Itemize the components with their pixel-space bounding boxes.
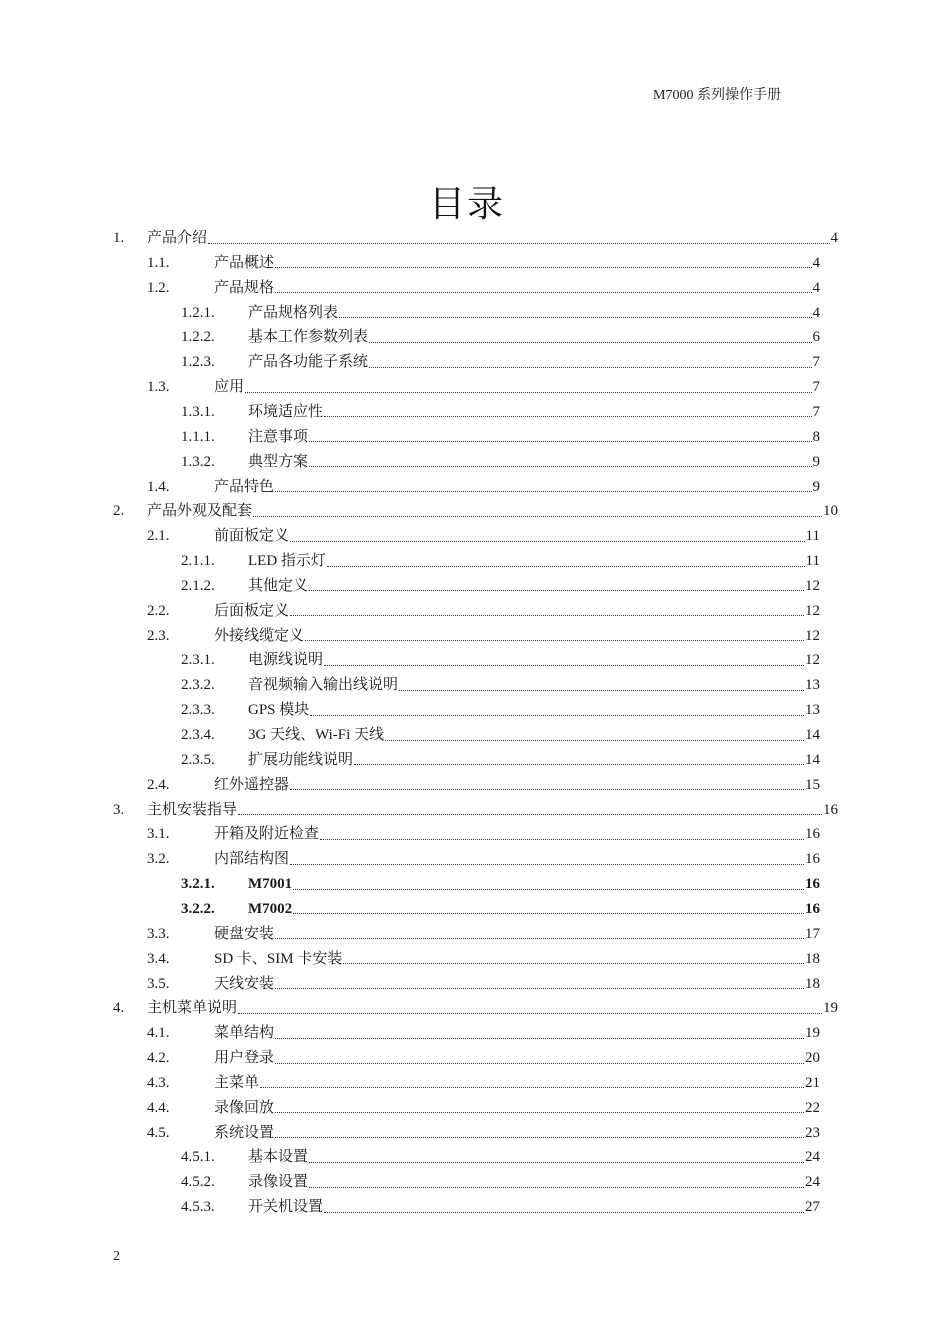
dot-leader (275, 255, 811, 268)
toc-entry-number: 2.1.1. (181, 553, 215, 570)
dot-leader (324, 653, 804, 666)
dot-leader (293, 877, 804, 890)
dot-leader (245, 380, 811, 393)
toc-entry[interactable] (147, 847, 820, 871)
dot-leader (343, 951, 804, 964)
toc-entry-number: 4. (113, 1000, 125, 1017)
toc-entry-page: 19 (823, 1000, 838, 1017)
toc-entry-title: 产品规格列表 (248, 304, 339, 321)
toc-entry-page: 4 (812, 304, 820, 321)
toc-entry-page: 16 (805, 900, 820, 917)
toc-entry[interactable] (147, 599, 820, 623)
toc-entry-page: 16 (805, 851, 820, 868)
toc-entry-page: 17 (805, 925, 820, 942)
dot-leader (293, 901, 804, 914)
toc-entry-title: 开箱及附近检查 (214, 826, 320, 843)
toc-entry-title: 录像设置 (248, 1174, 309, 1191)
toc-entry[interactable] (181, 897, 820, 921)
toc-entry-number: 1.3. (147, 379, 170, 396)
toc-entry[interactable] (181, 723, 820, 747)
toc-entry[interactable] (113, 798, 838, 822)
toc-entry-number: 2.3.4. (181, 727, 215, 743)
toc-entry-title: 主机安装指导 (147, 801, 238, 818)
toc-entry-title: 产品各功能子系统 (248, 354, 369, 371)
dot-leader (290, 529, 805, 542)
toc-entry-page: 13 (805, 677, 820, 694)
toc-entry[interactable] (181, 748, 820, 772)
toc-entry-page: 16 (823, 801, 838, 818)
toc-entry-page: 24 (805, 1174, 820, 1191)
toc-entry-title: 主机菜单说明 (147, 1000, 238, 1017)
toc-entry[interactable] (147, 773, 820, 797)
toc-entry[interactable] (147, 1096, 820, 1120)
toc-entry-number: 4.1. (147, 1025, 170, 1042)
toc-entry-title: 音视频输入输出线说明 (248, 677, 399, 694)
toc-entry-number: 2.3. (147, 627, 170, 644)
toc-entry-title: 注意事项 (248, 428, 309, 445)
toc-entry-page: 12 (805, 652, 820, 669)
dot-leader (275, 926, 804, 939)
toc-entry[interactable] (181, 673, 820, 697)
dot-leader (399, 678, 804, 691)
toc-entry-number: 1.2.2. (181, 329, 215, 346)
toc-entry-number: 1.3.2. (181, 453, 215, 470)
toc-entry-title: 内部结构图 (214, 851, 290, 868)
toc-entry-number: 3.4. (147, 950, 170, 967)
toc-entry-number: 2.4. (147, 776, 170, 793)
dot-leader (309, 1175, 804, 1188)
dot-leader (275, 1026, 804, 1039)
toc-entry-title: 其他定义 (248, 577, 309, 594)
dot-leader (369, 355, 811, 368)
toc-entry[interactable] (181, 400, 820, 424)
toc-entry-page: 7 (812, 354, 820, 371)
toc-entry-number: 3.5. (147, 975, 170, 992)
toc-entry-number: 3.2. (147, 851, 170, 868)
toc-entry-page: 12 (805, 577, 820, 594)
dot-leader (275, 976, 804, 989)
toc-entry-page: 11 (805, 553, 820, 570)
toc-entry-number: 1.3.1. (181, 403, 215, 420)
toc-entry[interactable] (113, 499, 838, 523)
dot-leader (275, 1100, 804, 1113)
toc-entry-number: 3.2.1. (181, 876, 215, 893)
toc-entry-number: 2.1. (147, 528, 170, 545)
toc-entry-number: 1.2.1. (181, 304, 215, 321)
toc-entry-page: 9 (812, 478, 820, 495)
toc-entry-page: 14 (805, 751, 820, 768)
toc-entry[interactable] (181, 1170, 820, 1194)
dot-leader (324, 404, 811, 417)
toc-entry-page: 9 (812, 453, 820, 470)
toc-entry-page: 19 (805, 1025, 820, 1042)
dot-leader (320, 827, 804, 840)
toc-entry[interactable] (147, 524, 820, 548)
dot-leader (275, 280, 811, 293)
dot-leader (275, 479, 811, 492)
toc-entry-number: 2. (113, 503, 125, 520)
toc-entry-number: 1.1. (147, 254, 170, 271)
toc-entry[interactable] (147, 947, 820, 971)
dot-leader (253, 504, 822, 517)
toc-entry[interactable] (147, 1021, 820, 1045)
toc-entry-title: 菜单结构 (214, 1025, 275, 1042)
toc-entry-page: 4 (812, 279, 820, 296)
toc-entry[interactable] (147, 276, 820, 300)
toc-entry-number: 3.1. (147, 826, 170, 843)
toc-entry[interactable] (147, 375, 820, 399)
toc-entry-number: 4.5.2. (181, 1174, 215, 1191)
toc-entry-title: 典型方案 (248, 453, 309, 470)
toc-entry-page: 4 (830, 230, 838, 246)
dot-leader (290, 852, 804, 865)
dot-leader (305, 628, 804, 641)
toc-entry-number: 1. (113, 230, 125, 246)
toc-entry-title: 主菜单 (214, 1074, 260, 1091)
toc-entry-page: 23 (805, 1124, 820, 1141)
toc-entry-title: 产品介绍 (147, 230, 208, 246)
toc-entry[interactable] (147, 822, 820, 846)
toc-entry-number: 3.3. (147, 925, 170, 942)
dot-leader (290, 603, 804, 616)
toc-entry-page: 21 (805, 1074, 820, 1091)
dot-leader (238, 1001, 822, 1014)
toc-entry-number: 4.4. (147, 1099, 170, 1116)
toc-entry-title: 产品规格 (214, 279, 275, 296)
toc-entry-page: 11 (805, 528, 820, 545)
toc-entry-title: LED 指示灯 (248, 553, 326, 570)
toc-entry-title: 电源线说明 (248, 652, 324, 669)
toc-entry[interactable] (147, 475, 820, 499)
page-number: 2 (113, 1249, 120, 1264)
toc-entry-number: 1.2.3. (181, 354, 215, 371)
toc-entry-number: 4.3. (147, 1074, 170, 1091)
toc-entry-number: 2.3.2. (181, 677, 215, 694)
toc-entry-number: 2.2. (147, 602, 170, 619)
toc-entry-page: 12 (805, 602, 820, 619)
toc-entry-title: 扩展功能线说明 (248, 751, 354, 768)
toc-entry-title: 硬盘安装 (214, 925, 275, 942)
toc-entry-number: 4.2. (147, 1050, 170, 1067)
toc-entry-number: 2.3.1. (181, 652, 215, 669)
toc-entry-page: 6 (812, 329, 820, 346)
toc-entry-title: GPS 模块 (248, 702, 310, 719)
toc-entry[interactable] (147, 922, 820, 946)
toc-entry-title: 基本工作参数列表 (248, 329, 369, 346)
toc-entry-number: 4.5.1. (181, 1149, 215, 1166)
toc-entry-page: 4 (812, 254, 820, 271)
toc-entry-page: 7 (812, 403, 820, 420)
dot-leader (275, 1125, 804, 1138)
toc-entry[interactable] (147, 624, 820, 648)
toc-entry-title: 开关机设置 (248, 1199, 324, 1216)
toc-entry[interactable] (113, 226, 838, 250)
toc-entry-page: 10 (823, 503, 838, 520)
toc-entry[interactable] (147, 251, 820, 275)
toc-entry[interactable] (181, 698, 820, 722)
toc-entry-title: 基本设置 (248, 1149, 309, 1166)
dot-leader (290, 777, 804, 790)
dot-leader (309, 429, 811, 442)
toc-entry-page: 16 (805, 876, 820, 893)
toc-entry-title: 录像回放 (214, 1099, 275, 1116)
toc-entry-title: 产品概述 (214, 254, 275, 271)
toc-entry-title: 产品外观及配套 (147, 503, 253, 520)
dot-leader (238, 802, 822, 815)
toc-entry[interactable] (181, 301, 820, 325)
toc-entry[interactable] (113, 996, 838, 1020)
toc-entry[interactable] (147, 1046, 820, 1070)
toc-entry-number: 1.2. (147, 279, 170, 296)
toc-entry[interactable] (147, 1071, 820, 1095)
dot-leader (260, 1075, 804, 1088)
toc-entry-page: 27 (805, 1199, 820, 1216)
toc-entry[interactable] (181, 350, 820, 374)
dot-leader (309, 454, 811, 467)
toc-entry-number: 4.5. (147, 1124, 170, 1141)
toc-entry-page: 18 (805, 975, 820, 992)
toc-entry-title: 3G 天线、Wi-Fi 天线 (248, 727, 385, 743)
toc-entry-number: 2.3.3. (181, 702, 215, 719)
toc-entry-number: 3.2.2. (181, 900, 215, 917)
toc-entry-page: 20 (805, 1050, 820, 1067)
toc-entry-page: 8 (812, 428, 820, 445)
toc-entry-title: 系统设置 (214, 1124, 275, 1141)
toc-entry[interactable] (181, 549, 820, 573)
toc-entry-number: 4.5.3. (181, 1199, 215, 1216)
dot-leader (339, 305, 811, 318)
toc-entry-page: 7 (812, 379, 820, 396)
toc-entry[interactable] (181, 425, 820, 449)
toc-entry[interactable] (181, 872, 820, 896)
toc-entry-page: 16 (805, 826, 820, 843)
toc-entry-title: M7002 (248, 900, 293, 917)
dot-leader (327, 554, 805, 567)
toc-entry[interactable] (181, 1195, 820, 1219)
toc-entry-page: 12 (805, 627, 820, 644)
dot-leader (369, 330, 811, 343)
toc-entry-page: 15 (805, 776, 820, 793)
toc-entry-page: 18 (805, 950, 820, 967)
toc-entry-title: 产品特色 (214, 478, 275, 495)
dot-leader (354, 752, 804, 765)
document-header: M7000 系列操作手册 (653, 88, 781, 103)
toc-entry[interactable] (181, 325, 820, 349)
toc-entry-page: 13 (805, 702, 820, 719)
dot-leader (309, 1150, 804, 1163)
toc-entry-number: 1.4. (147, 478, 170, 495)
toc-entry[interactable] (181, 1145, 820, 1169)
toc-entry[interactable] (181, 574, 820, 598)
toc-entry-title: 红外遥控器 (214, 776, 290, 793)
dot-leader (385, 728, 804, 741)
toc-entry[interactable] (181, 450, 820, 474)
toc-entry-title: 用户登录 (214, 1050, 275, 1067)
page-title: 目录 (428, 184, 505, 224)
toc-entry-title: SD 卡、SIM 卡安装 (214, 950, 343, 967)
toc-entry-title: 前面板定义 (214, 528, 290, 545)
toc-entry[interactable] (147, 972, 820, 996)
toc-entry-number: 2.1.2. (181, 577, 215, 594)
toc-entry-page: 22 (805, 1099, 820, 1116)
toc-entry[interactable] (181, 648, 820, 672)
toc-entry-title: 天线安装 (214, 975, 275, 992)
toc-entry-title: M7001 (248, 876, 293, 893)
dot-leader (309, 578, 804, 591)
toc-entry-page: 14 (805, 727, 820, 743)
dot-leader (208, 231, 829, 244)
toc-entry-number: 2.3.5. (181, 751, 215, 768)
toc-entry-number: 1.1.1. (181, 428, 215, 445)
toc-entry-title: 环境适应性 (248, 403, 324, 420)
toc-entry-title: 后面板定义 (214, 602, 290, 619)
dot-leader (275, 1051, 804, 1064)
toc-entry-number: 3. (113, 801, 125, 818)
dot-leader (310, 703, 804, 716)
toc-entry[interactable] (147, 1121, 820, 1145)
toc-entry-title: 应用 (214, 379, 245, 396)
toc-entry-page: 24 (805, 1149, 820, 1166)
dot-leader (324, 1200, 804, 1213)
toc-entry-title: 外接线缆定义 (214, 627, 305, 644)
